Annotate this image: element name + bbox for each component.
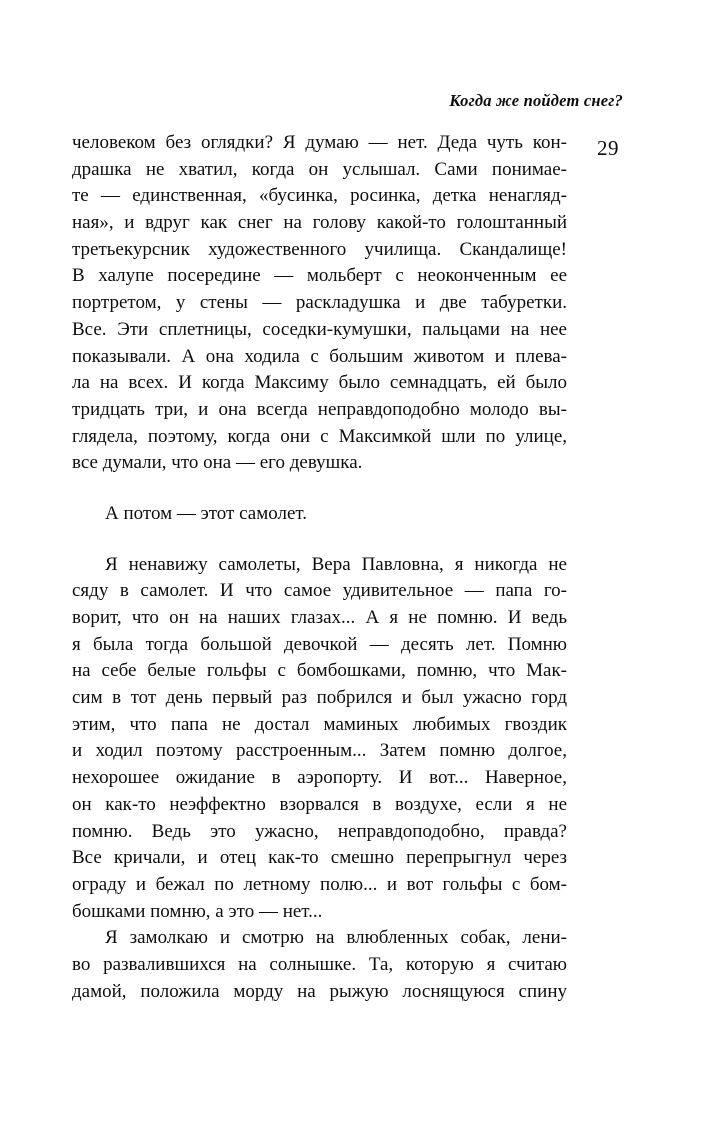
text-line: и ходил поэтому расстроенным... Затем помню долгое, [72, 740, 567, 762]
text-line: Я замолкаю и смотрю на влюбленных собак, лени- [105, 927, 567, 949]
text-line: сим в тот день первый раз побрился и был ужасно горд [72, 687, 567, 709]
text-line: во развалившихся на солнышке. Та, которую я считаю [72, 953, 567, 975]
text-line: он как-то неэффектно взорвался в воздухе, если я не [72, 793, 567, 815]
text-line: драшка не хватил, когда он услышал. Сами понимае- [72, 158, 567, 180]
text-line: все думали, что она — его девушка. [72, 452, 363, 474]
text-line: В халупе посередине — мольберт с неоконченным ее [72, 265, 567, 287]
text-line: ная», и вдруг как снег на голову какой-то голоштанный [72, 212, 567, 234]
text-line: тридцать три, и она всегда неправдоподобно молодо вы- [72, 398, 567, 420]
text-line: Все кричали, и отец как-то смешно перепрыгнул через [72, 847, 567, 869]
text-line: этим, что папа не достал маминых любимых гвоздик [72, 713, 567, 735]
text-line: показывали. А она ходила с большим животом и плева- [72, 345, 567, 367]
text-line: те — единственная, «бусинка, росинка, детка ненагляд- [72, 185, 567, 207]
text-line: ограду и бежал по летному полю... и вот гольфы с бом- [72, 873, 567, 895]
text-line: третьекурсник художественного училища. Скандалище! [72, 238, 567, 260]
text-line: человеком без оглядки? Я думаю — нет. Деда чуть кон- [72, 132, 567, 153]
running-head: Когда же пойдет снег? [449, 91, 623, 110]
text-line: портретом, у стены — раскладушка и две табуретки. [72, 292, 567, 314]
body-text [72, 130, 567, 1005]
text-line: нехорошее ожидание в аэропорту. И вот... Наверное, [72, 767, 567, 789]
text-line: на себе белые гольфы с бомбошками, помню, что Мак- [72, 660, 567, 682]
text-line: А потом — этот самолет. [105, 502, 308, 524]
text-line: сяду в самолет. И что самое удивительное — папа го- [72, 580, 567, 602]
text-line: ворит, что он на наших глазах... А я не помню. И ведь [72, 607, 567, 628]
text-line: дамой, положила морду на рыжую лоснящуюся спину [72, 980, 567, 1002]
text-line: Я ненавижу самолеты, Вера Павловна, я никогда не [105, 553, 567, 575]
text-line: Все. Эти сплетницы, соседки-кумушки, пальцами на нее [72, 318, 567, 340]
text-line: глядела, поэтому, когда они с Максимкой шли по улице, [72, 425, 567, 447]
text-line: бошками помню, а это — нет... [72, 900, 323, 922]
text-line: помню. Ведь это ужасно, неправдоподобно, правда? [72, 820, 567, 842]
text-line: я была тогда большой девочкой — десять лет. Помню [72, 633, 567, 655]
text-line: ла на всех. И когда Максиму было семнадцать, ей было [72, 372, 567, 394]
page-number: 29 [597, 136, 619, 160]
